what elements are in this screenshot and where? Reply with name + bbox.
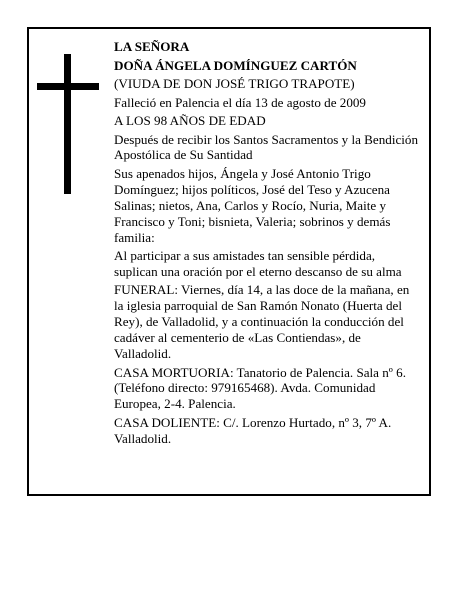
family-paragraph: Sus apenados hijos, Ángela y José Antonio Trigo Domínguez; hijos políticos, José del Teso y Azucena Salinas; nietos, Ana, Carlos y Rocío, Nuria, Maite y Francisco y Toni; bisnieta, Valeria; sobrinos y demás familia: — [114, 165, 391, 245]
mortuary-paragraph: CASA MORTUORIA: Tanatorio de Palencia. Sala nº 6. (Teléfono directo: 979165468). Avda. Comunidad Europea, 2-4. Palencia. — [114, 364, 406, 412]
age-line: A LOS 98 AÑOS DE EDAD — [114, 113, 266, 128]
cross-icon — [37, 54, 99, 194]
obituary-text — [114, 39, 420, 449]
home-paragraph: CASA DOLIENTE: C/. Lorenzo Hurtado, nº 3, 7º A. Valladolid. — [114, 414, 392, 446]
sacraments-paragraph: Después de recibir los Santos Sacramentos y la Bendición Apostólica de Su Santidad — [114, 131, 418, 163]
widow-line: (VIUDA DE DON JOSÉ TRIGO TRAPOTE) — [114, 76, 355, 91]
request-paragraph: Al participar a sus amistades tan sensible pérdida, suplican una oración por el eterno descanso de su alma — [114, 248, 402, 279]
deceased-name: DOÑA ÁNGELA DOMÍNGUEZ CARTÓN — [114, 57, 357, 73]
funeral-paragraph: FUNERAL: Viernes, día 14, a las doce de la mañana, en la iglesia parroquial de San Ramón Nonato (Huerta del Rey), de Valladolid, y a continuación la conducción del cadáver al cementerio de «Las Contiendas», de Valladolid. — [114, 282, 410, 362]
deceased-title: LA SEÑORA — [114, 39, 190, 54]
death-line: Falleció en Palencia el día 13 de agosto de 2009 — [114, 94, 366, 110]
